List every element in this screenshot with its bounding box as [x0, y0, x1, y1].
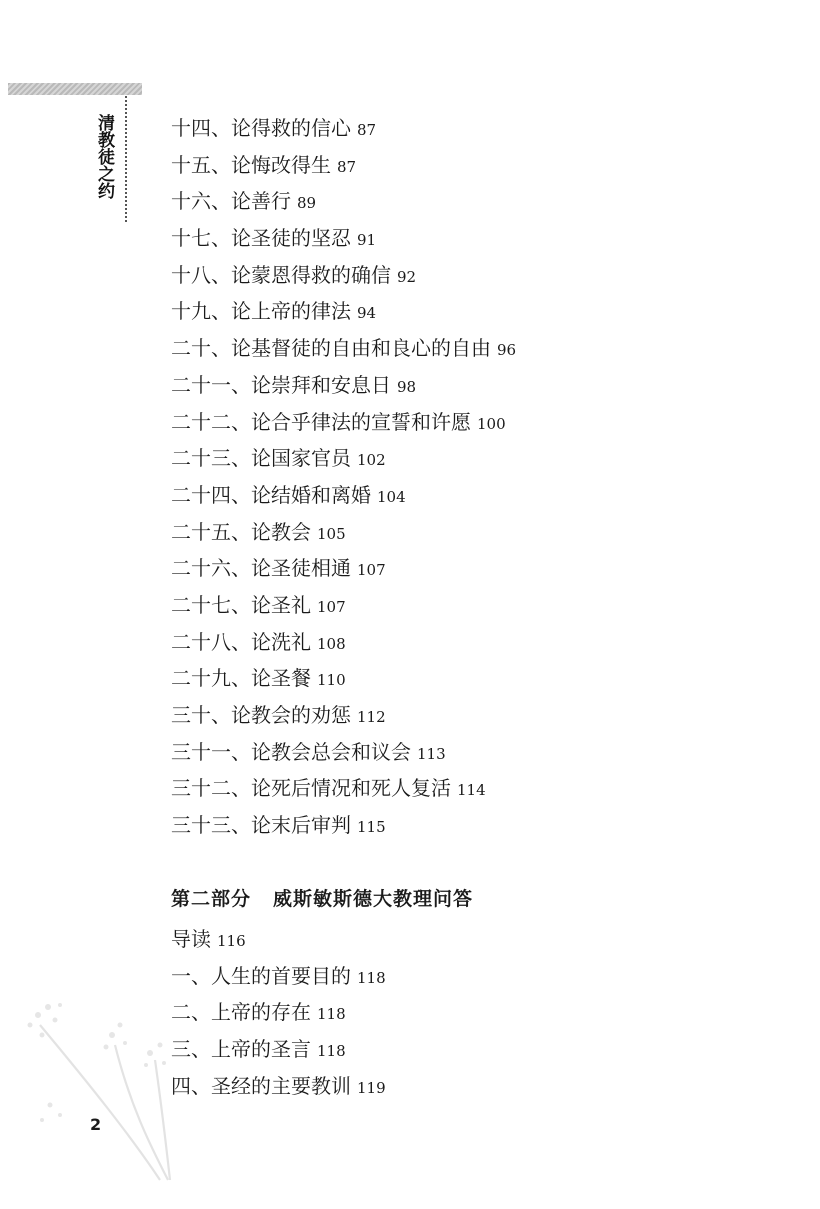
toc-entry-page: 96 — [497, 341, 517, 360]
toc-entry-page: 105 — [317, 524, 346, 543]
toc-entry-page: 92 — [397, 267, 417, 286]
toc-entry — [171, 624, 771, 661]
toc-entry-title: 十四、论得救的信心 — [171, 116, 351, 140]
toc-entry-title: 二十七、论圣礼 — [171, 592, 311, 617]
toc-entry-title: 十九、论上帝的律法 — [171, 299, 351, 324]
toc-entry-title: 三十二、论死后情况和死人复活 — [171, 776, 451, 801]
toc-entry — [171, 807, 771, 844]
toc-entry-page: 100 — [477, 414, 506, 433]
toc-entry-title: 二十五、论教会 — [171, 519, 311, 544]
toc-entry — [171, 587, 771, 624]
toc-entry-page: 108 — [317, 634, 346, 653]
part-two-heading — [171, 884, 473, 911]
toc-entry-page: 112 — [357, 708, 386, 726]
toc-entry-page: 118 — [317, 1005, 346, 1024]
toc-entry-page: 87 — [337, 157, 357, 176]
toc-entry-title: 三十三、论末后审判 — [171, 813, 351, 838]
toc-entry-title: 二十三、论国家官员 — [171, 446, 351, 471]
toc-entry-title: 十八、论蒙恩得救的确信 — [171, 262, 391, 287]
toc-entry-page: 98 — [397, 377, 417, 396]
header-dotted-divider — [125, 96, 127, 222]
toc-entry-title: 二十八、论洗礼 — [171, 629, 311, 654]
toc-entry — [171, 994, 771, 1031]
toc-entry — [171, 183, 771, 220]
toc-entry — [171, 367, 771, 404]
toc-list — [171, 110, 771, 844]
toc-entry-title: 二十一、论崇拜和安息日 — [171, 372, 391, 397]
floral-decoration — [20, 985, 180, 1185]
toc-entry-title: 十六、论善行 — [171, 189, 291, 214]
toc-entry-page: 107 — [317, 597, 346, 616]
toc-entry — [171, 330, 771, 367]
toc-entry — [171, 404, 771, 441]
toc-entry-page: 110 — [317, 671, 346, 690]
toc-entry — [171, 440, 771, 477]
toc-entry-page: 94 — [357, 304, 377, 323]
toc-entry — [171, 660, 771, 697]
toc-list-part-two — [171, 921, 771, 1104]
toc-entry — [171, 697, 771, 734]
toc-entry — [171, 514, 771, 551]
toc-entry-page: 104 — [377, 487, 406, 506]
toc-entry-page: 119 — [357, 1078, 386, 1097]
toc-entry — [171, 477, 771, 514]
toc-entry — [171, 550, 771, 587]
toc-entry-page: 115 — [357, 818, 386, 837]
toc-entry — [171, 1031, 771, 1068]
book-title-vertical: 清教徒之约 — [94, 114, 114, 199]
toc-entry-title: 四、圣经的主要教训 — [171, 1073, 351, 1098]
toc-entry — [171, 147, 771, 184]
toc-entry — [171, 293, 771, 330]
toc-entry-page: 107 — [357, 561, 386, 580]
toc-entry-title: 二、上帝的存在 — [171, 1000, 311, 1025]
toc-entry-page: 114 — [457, 781, 486, 800]
toc-entry-page: 118 — [357, 968, 386, 987]
toc-entry — [171, 110, 771, 147]
header-decorative-bar — [8, 83, 142, 95]
toc-entry-page: 102 — [357, 451, 386, 470]
toc-entry-page: 113 — [417, 744, 446, 763]
toc-entry-page: 118 — [317, 1042, 346, 1061]
toc-entry-title: 二十九、论圣餐 — [171, 666, 311, 691]
toc-entry — [171, 220, 771, 257]
toc-entry-title: 二十二、论合乎律法的宣誓和许愿 — [171, 409, 471, 434]
toc-entry-title: 三十、论教会的劝惩 — [171, 703, 351, 727]
toc-entry-page: 87 — [357, 121, 377, 139]
toc-entry — [171, 921, 771, 958]
toc-entry — [171, 734, 771, 771]
toc-entry — [171, 770, 771, 807]
toc-entry-title: 三、上帝的圣言 — [171, 1037, 311, 1062]
toc-entry-page: 89 — [297, 194, 317, 213]
toc-entry-title: 二十、论基督徒的自由和良心的自由 — [171, 336, 491, 361]
toc-entry-title: 一、人生的首要目的 — [171, 963, 351, 988]
part-two-label: 第二部分 — [171, 888, 252, 910]
toc-entry-page: 116 — [217, 932, 246, 950]
part-two-title: 威斯敏斯德大教理问答 — [273, 888, 474, 910]
toc-entry-title: 三十一、论教会总会和议会 — [171, 739, 411, 764]
toc-entry-page: 91 — [357, 231, 377, 250]
toc-entry — [171, 1068, 771, 1105]
toc-entry-title: 二十六、论圣徒相通 — [171, 556, 351, 581]
page-number: 2 — [90, 1115, 102, 1134]
toc-entry-title: 十七、论圣徒的坚忍 — [171, 226, 351, 251]
toc-entry — [171, 958, 771, 995]
toc-entry-title: 导读 — [171, 927, 211, 951]
toc-entry — [171, 257, 771, 294]
toc-entry-title: 十五、论悔改得生 — [171, 152, 331, 177]
toc-entry-title: 二十四、论结婚和离婚 — [171, 482, 371, 507]
